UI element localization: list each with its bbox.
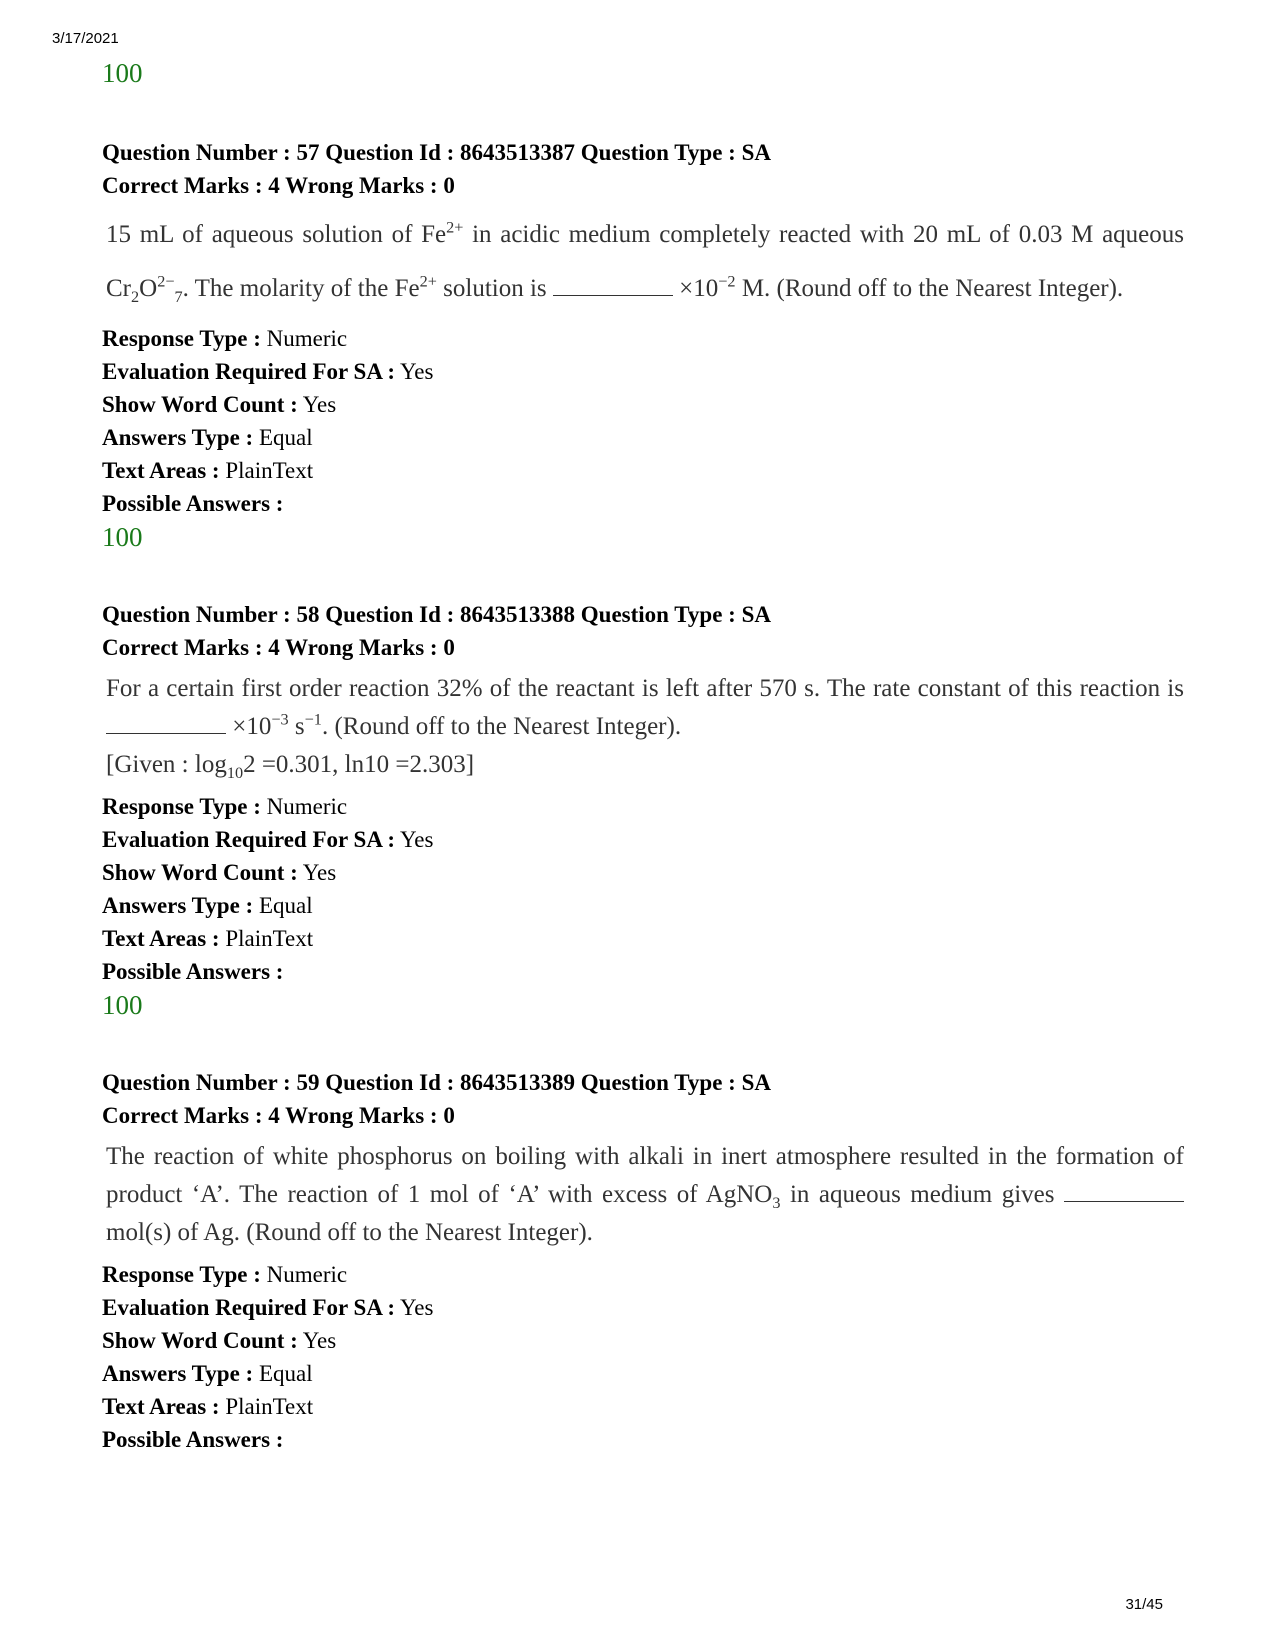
question-header: Question Number : 58 Question Id : 8643513388 Question Type : SA	[102, 602, 771, 627]
possible-answers-label: Possible Answers :	[102, 491, 284, 516]
response-type: Response Type : Numeric	[102, 794, 348, 819]
question-header: Question Number : 59 Question Id : 8643513389 Question Type : SA	[102, 1070, 771, 1095]
marks-line: Correct Marks : 4 Wrong Marks : 0	[102, 635, 455, 660]
show-word-count: Show Word Count : Yes	[102, 392, 337, 417]
possible-answers-label: Possible Answers :	[102, 1427, 284, 1452]
answer-blank	[106, 715, 226, 734]
evaluation-required: Evaluation Required For SA : Yes	[102, 359, 434, 384]
question-59	[102, 1066, 1182, 1456]
response-type: Response Type : Numeric	[102, 326, 348, 351]
possible-answer-value: 100	[102, 58, 143, 88]
answers-type: Answers Type : Equal	[102, 1361, 313, 1386]
possible-answers-label: Possible Answers :	[102, 959, 284, 984]
question-header: Question Number : 57 Question Id : 8643513387 Question Type : SA	[102, 140, 771, 165]
text-areas: Text Areas : PlainText	[102, 1394, 314, 1419]
print-date: 3/17/2021	[52, 30, 119, 47]
answer-blank	[553, 277, 673, 296]
page-number: 31/45	[1125, 1596, 1163, 1613]
text-areas: Text Areas : PlainText	[102, 926, 314, 951]
possible-answer-value: 100	[102, 522, 143, 552]
marks-line: Correct Marks : 4 Wrong Marks : 0	[102, 173, 455, 198]
evaluation-required: Evaluation Required For SA : Yes	[102, 827, 434, 852]
possible-answer-value: 100	[102, 990, 143, 1020]
evaluation-required: Evaluation Required For SA : Yes	[102, 1295, 434, 1320]
show-word-count: Show Word Count : Yes	[102, 860, 337, 885]
answers-type: Answers Type : Equal	[102, 893, 313, 918]
question-58	[102, 598, 1182, 1022]
show-word-count: Show Word Count : Yes	[102, 1328, 337, 1353]
answers-type: Answers Type : Equal	[102, 425, 313, 450]
response-type: Response Type : Numeric	[102, 1262, 348, 1287]
question-text: 15 mL of aqueous solution of $Fe^{2+}$ in acidic medium completely reacted with 20 mL of 0.03 M aqueous $Cr_2O^{2-}_7$. The molarity of the $Fe^{2+}$ solution is $\times 10^{-2}$ M. (Round off to the Nearest Integer).	[106, 218, 1184, 306]
question-57	[102, 136, 1182, 554]
text-areas: Text Areas : PlainText	[102, 458, 314, 483]
document-content	[102, 56, 1182, 1456]
question-text: For a certain first order reaction 32% of the reactant is left after 570 s. The rate constant of this reaction is $\times 10^{-3}$ $s^{-1}$. (Round off to the Nearest Integer). [Given : $\log_{10}2 =0.301$, ln10 =2.303]	[106, 675, 1184, 782]
question-text: The reaction of white phosphorus on boiling with alkali in inert atmosphere resulted in the formation of product ‘A’. The reaction of 1 mol of ‘A’ with excess of AgNO$_3$ in aqueous medium gives mol(s) of Ag. (Round off to the Nearest Integer).	[106, 1143, 1184, 1246]
answer-blank	[1064, 1183, 1184, 1202]
marks-line: Correct Marks : 4 Wrong Marks : 0	[102, 1103, 455, 1128]
